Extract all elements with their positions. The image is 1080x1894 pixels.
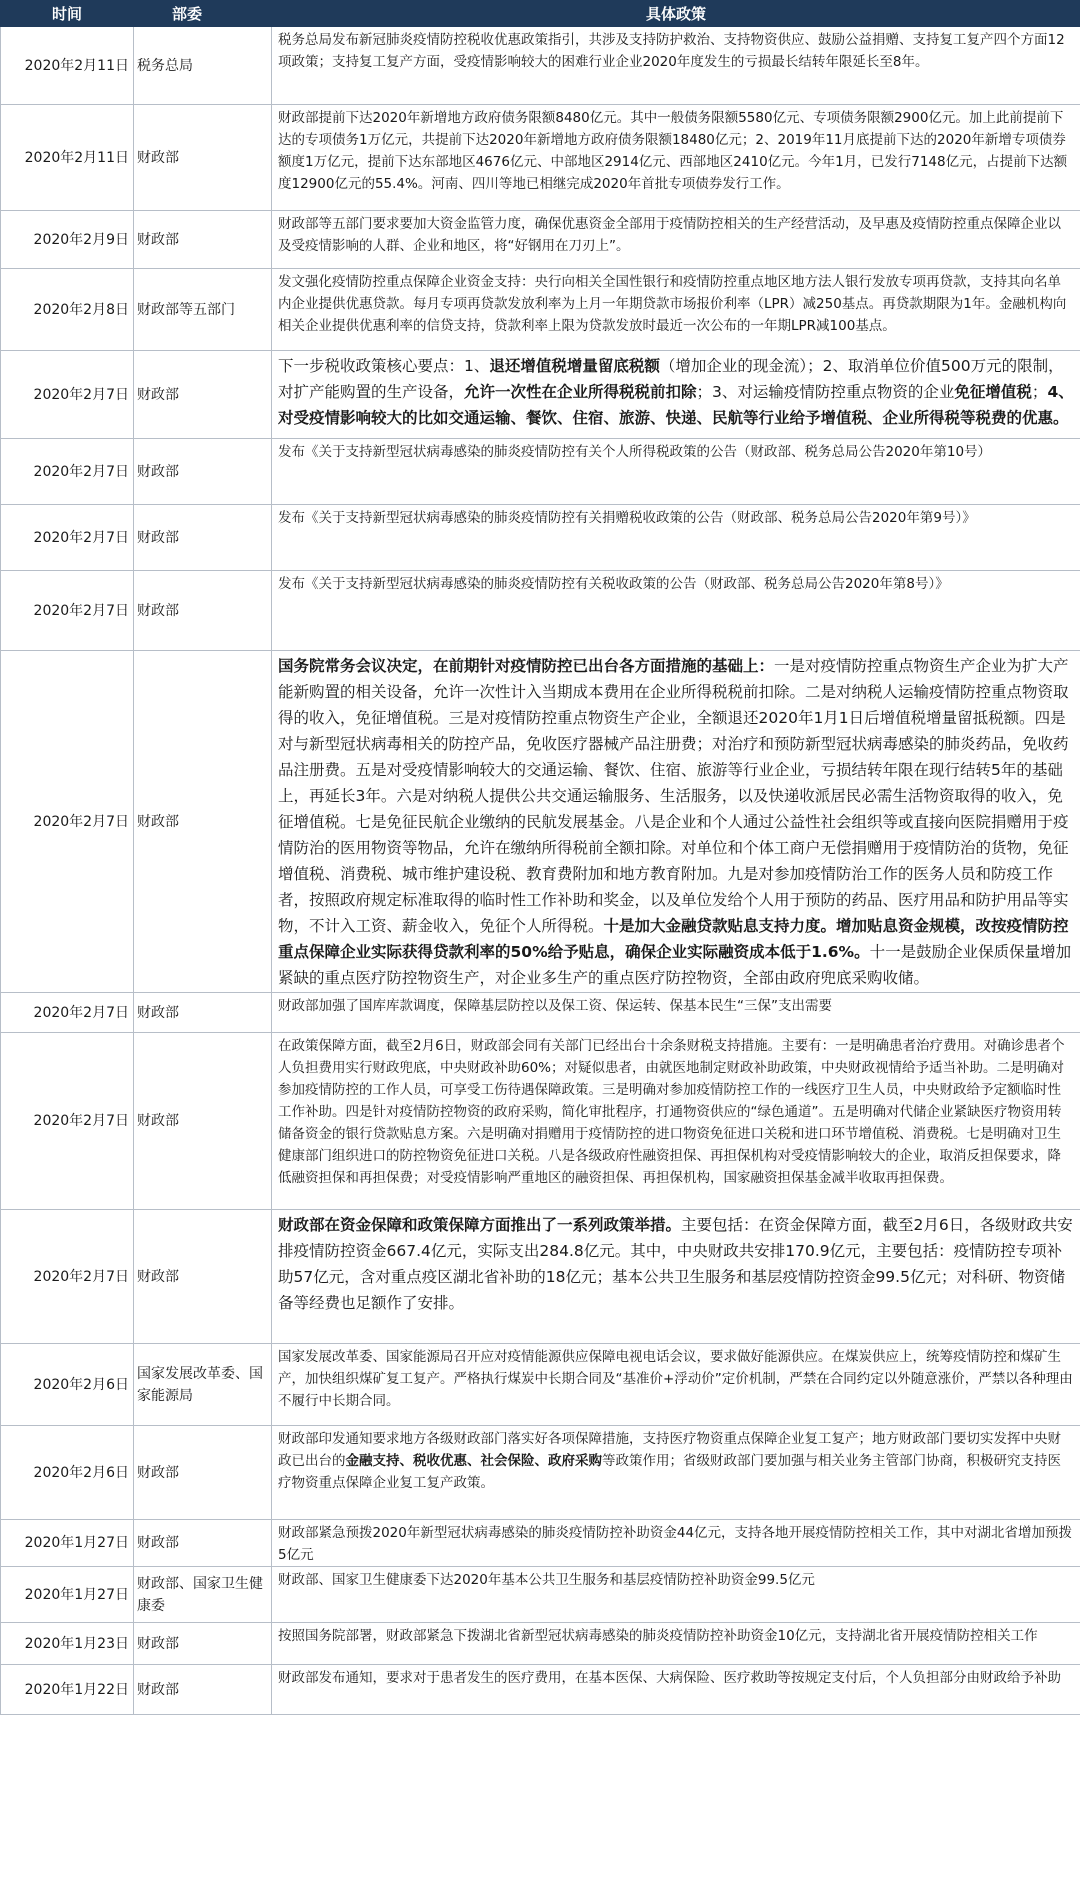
table-row <box>1 993 1080 1033</box>
policy-text: 税务总局发布新冠肺炎疫情防控税收优惠政策指引，共涉及支持防护救治、支持物资供应、鼓励公益捐赠、支持复工复产四个方面12项政策；支持复工复产方面，受疫情影响较大的困难行业企业2020年度发生的亏损最长结转年限延长至8年。 <box>278 32 1065 70</box>
policy-text: 财政部发布通知，要求对于患者发生的医疗费用，在基本医保、大病保险、医疗救助等按规定支付后，个人负担部分由财政给予补助 <box>278 1670 1061 1686</box>
table-row <box>1 651 1080 993</box>
table-row <box>1 269 1080 351</box>
header-row <box>1 1 1080 27</box>
row-dept: 国家发展改革委、国家能源局 <box>134 1344 272 1426</box>
row-policy <box>272 269 1080 351</box>
row-date: 2020年1月23日 <box>1 1623 134 1665</box>
row-date: 2020年2月7日 <box>1 571 134 651</box>
table-row <box>1 1623 1080 1665</box>
policy-text: 财政部提前下达2020年新增地方政府债务限额8480亿元。其中一般债务限额5580亿元、专项债务限额2900亿元。加上此前提前下达的专项债务1万亿元，共提前下达2020年新增地方政府债务限额18480亿元；2、2019年11月底提前下达的2020年新增专项债券额度1万亿元，提前下达东部地区4676亿元、中部地区2914亿元、西部地区2410亿元。今年1月，已发行7148亿元，占提前下达额度12900亿元的55.4%。河南、四川等地已相继完成2020年首批专项债券发行工作。 <box>278 110 1068 192</box>
row-dept: 财政部 <box>134 211 272 269</box>
row-policy <box>272 211 1080 269</box>
row-policy <box>272 1665 1080 1715</box>
row-dept: 财政部 <box>134 505 272 571</box>
table-row <box>1 105 1080 211</box>
policy-text-bold: 十是加大金融贷款贴息支持力度。增加贴息资金规模，改按疫情防控重点保障企业实际获得贷款利率的50%给予贴息，确保企业实际融资成本低于1.6%。 <box>278 917 1069 961</box>
table-row <box>1 1210 1080 1344</box>
row-date: 2020年1月27日 <box>1 1567 134 1623</box>
row-dept: 财政部 <box>134 1520 272 1567</box>
row-date: 2020年2月7日 <box>1 439 134 505</box>
row-policy <box>272 651 1080 993</box>
row-date: 2020年2月7日 <box>1 1033 134 1210</box>
row-dept: 财政部 <box>134 571 272 651</box>
row-date: 2020年2月11日 <box>1 105 134 211</box>
row-policy <box>272 351 1080 439</box>
policy-text: 发布《关于支持新型冠状病毒感染的肺炎疫情防控有关捐赠税收政策的公告（财政部、税务总局公告2020年第9号）》 <box>278 510 976 526</box>
header-date: 时间 <box>1 1 134 27</box>
policy-text: 在政策保障方面，截至2月6日，财政部会同有关部门已经出台十余条财税支持措施。主要有：一是明确患者治疗费用。对确诊患者个人负担费用实行财政兜底，中央财政补助60%；对疑似患者，由就医地制定财政补助政策，中央财政视情给予适当补助。二是明确对参加疫情防控的工作人员，可享受工伤待遇保障政策。三是明确对参加疫情防控工作的一线医疗卫生人员，中央财政给予定额临时性工作补助。四是针对疫情防控物资的政府采购，简化审批程序，打通物资供应的“绿色通道”。五是明确对代储企业紧缺医疗物资用转储备资金的银行贷款贴息方案。六是明确对捐赠用于疫情防控的进口物资免征进口关税和进口环节增值税、消费税。七是明确对卫生健康部门组织进口的防控物资免征进口关税。八是各级政府性融资担保、再担保机构对受疫情影响较大的企业，取消反担保要求，降低融资担保和再担保费；对受疫情影响严重地区的融资担保、再担保机构，国家融资担保基金减半收取再担保费。 <box>278 1038 1065 1186</box>
policy-text: 财政部加强了国库库款调度，保障基层防控以及保工资、保运转、保基本民生“三保”支出需要 <box>278 998 832 1014</box>
row-dept: 财政部 <box>134 351 272 439</box>
policy-text: 下一步税收政策核心要点：1、 <box>278 357 490 375</box>
row-date: 2020年2月7日 <box>1 993 134 1033</box>
table-row <box>1 1344 1080 1426</box>
table-row <box>1 1033 1080 1210</box>
policy-text-bold: 允许一次性在企业所得税税前扣除 <box>464 383 697 401</box>
row-policy <box>272 439 1080 505</box>
row-date: 2020年1月22日 <box>1 1665 134 1715</box>
row-dept: 财政部等五部门 <box>134 269 272 351</box>
row-policy <box>272 27 1080 105</box>
row-dept: 财政部 <box>134 1665 272 1715</box>
row-policy <box>272 105 1080 211</box>
row-dept: 财政部、国家卫生健康委 <box>134 1567 272 1623</box>
row-policy <box>272 1520 1080 1567</box>
row-date: 2020年2月7日 <box>1 651 134 993</box>
row-date: 2020年2月7日 <box>1 1210 134 1344</box>
policy-text: 发布《关于支持新型冠状病毒感染的肺炎疫情防控有关个人所得税政策的公告（财政部、税务总局公告2020年第10号） <box>278 444 992 460</box>
row-dept: 财政部 <box>134 1210 272 1344</box>
row-dept: 财政部 <box>134 1623 272 1665</box>
policy-text: 财政部、国家卫生健康委下达2020年基本公共卫生服务和基层疫情防控补助资金99.5亿元 <box>278 1572 815 1588</box>
policy-text: 一是对疫情防控重点物资生产企业为扩大产能新购置的相关设备，允许一次性计入当期成本费用在企业所得税税前扣除。二是对纳税人运输疫情防控重点物资取得的收入，免征增值税。三是对疫情防控重点物资生产企业，全额退还2020年1月1日后增值税增量留抵税额。四是对与新型冠状病毒相关的防控产品，免收医疗器械产品注册费；对治疗和预防新型冠状病毒感染的肺炎药品，免收药品注册费。五是对受疫情影响较大的交通运输、餐饮、住宿、旅游等行业企业，亏损结转年限在现行结转5年的基础上，再延长3年。六是对纳税人提供公共交通运输服务、生活服务，以及快递收派居民必需生活物资取得的收入，免征增值税。七是免征民航企业缴纳的民航发展基金。八是企业和个人通过公益性社会组织等或直接向医院捐赠用于疫情防治的医用物资等物品，允许在缴纳所得税前全额扣除。对单位和个体工商户无偿捐赠用于疫情防治的货物，免征增值税、消费税、城市维护建设税、教育费附加和地方教育附加。九是对参加疫情防治工作的医务人员和防疫工作者，按照政府规定标准取得的临时性工作补助和奖金，以及单位发给个人用于预防的药品、医疗用品和防护用品等实物，不计入工资、薪金收入，免征个人所得税。 <box>278 657 1069 935</box>
row-date: 2020年2月8日 <box>1 269 134 351</box>
policy-text: 等政策作用；省级财政部门要加强与相关业务主管部门协商，积极研究支持医疗物资重点保障企业复工复产政策。 <box>278 1453 1061 1491</box>
row-date: 2020年1月27日 <box>1 1520 134 1567</box>
table-row <box>1 1426 1080 1520</box>
row-dept: 税务总局 <box>134 27 272 105</box>
row-date: 2020年2月6日 <box>1 1426 134 1520</box>
row-policy <box>272 1033 1080 1210</box>
policy-text-bold: 免征增值税 <box>954 383 1032 401</box>
header-policy: 具体政策 <box>272 1 1080 27</box>
header-dept: 部委 <box>134 1 272 27</box>
policy-text: 财政部印发通知要求地方各级财政部门落实好各项保障措施，支持医疗物资重点保障企业复工复产；地方财政部门要切实发挥中央财政已出台的 <box>278 1431 1061 1469</box>
table-row <box>1 27 1080 105</box>
row-policy <box>272 1344 1080 1426</box>
row-date: 2020年2月6日 <box>1 1344 134 1426</box>
policy-text: 财政部等五部门要求要加大资金监管力度，确保优惠资金全部用于疫情防控相关的生产经营活动，及早惠及疫情防控重点保障企业以及受疫情影响的人群、企业和地区，将“好钢用在刀刃上”。 <box>278 216 1061 254</box>
policy-text-bold: 退还增值税增量留底税额 <box>489 357 660 375</box>
row-date: 2020年2月7日 <box>1 351 134 439</box>
row-policy <box>272 1567 1080 1623</box>
policy-text: （增加企业的现金流）；2、取消单位价值500万元的限制，对扩产能购置的生产设备， <box>278 357 1064 401</box>
policy-text: 主要包括：在资金保障方面，截至2月6日，各级财政共安排疫情防控资金667.4亿元，实际支出284.8亿元。其中，中央财政共安排170.9亿元，主要包括：疫情防控专项补助57亿元，含对重点疫区湖北省补助的18亿元；基本公共卫生服务和基层疫情防控资金99.5亿元；对科研、物资储备等经费也足额作了安排。 <box>278 1216 1073 1312</box>
row-policy <box>272 993 1080 1033</box>
row-dept: 财政部 <box>134 105 272 211</box>
table-row <box>1 505 1080 571</box>
table-row <box>1 571 1080 651</box>
row-date: 2020年2月9日 <box>1 211 134 269</box>
row-policy <box>272 1426 1080 1520</box>
policy-text: 国家发展改革委、国家能源局召开应对疫情能源供应保障电视电话会议，要求做好能源供应。在煤炭供应上，统筹疫情防控和煤矿生产，加快组织煤矿复工复产。严格执行煤炭中长期合同及“基准价+浮动价”定价机制，严禁在合同约定以外随意涨价，严禁以各种理由不履行中长期合同。 <box>278 1349 1073 1409</box>
table-row <box>1 351 1080 439</box>
row-policy <box>272 1210 1080 1344</box>
row-dept: 财政部 <box>134 1426 272 1520</box>
policy-text-bold: 国务院常务会议决定，在前期针对疫情防控已出台各方面措施的基础上： <box>278 657 775 675</box>
row-dept: 财政部 <box>134 651 272 993</box>
row-date: 2020年2月11日 <box>1 27 134 105</box>
policy-text-bold: 4、对受疫情影响较大的比如交通运输、餐饮、住宿、旅游、快递、民航等行业给予增值税、企业所得税等税费的优惠。 <box>278 383 1074 427</box>
policy-text: ；3、对运输疫情防控重点物资的企业 <box>696 383 955 401</box>
policy-text: 按照国务院部署，财政部紧急下拨湖北省新型冠状病毒感染的肺炎疫情防控补助资金10亿元，支持湖北省开展疫情防控相关工作 <box>278 1628 1038 1644</box>
table-row <box>1 439 1080 505</box>
table-row <box>1 211 1080 269</box>
policy-text: 发布《关于支持新型冠状病毒感染的肺炎疫情防控有关税收政策的公告（财政部、税务总局公告2020年第8号）》 <box>278 576 949 592</box>
policy-text: 发文强化疫情防控重点保障企业资金支持：央行向相关全国性银行和疫情防控重点地区地方法人银行发放专项再贷款，支持其向名单内企业提供优惠贷款。每月专项再贷款发放利率为上月一年期贷款市场报价利率（LPR）减250基点。再贷款期限为1年。金融机构向相关企业提供优惠利率的信贷支持，贷款利率上限为贷款发放时最近一次公布的一年期LPR减100基点。 <box>278 274 1067 334</box>
row-policy <box>272 571 1080 651</box>
row-dept: 财政部 <box>134 1033 272 1210</box>
policy-text-bold: 财政部在资金保障和政策保障方面推出了一系列政策举措。 <box>278 1216 682 1234</box>
row-dept: 财政部 <box>134 993 272 1033</box>
table-row <box>1 1567 1080 1623</box>
row-policy <box>272 1623 1080 1665</box>
table-row <box>1 1520 1080 1567</box>
row-policy <box>272 505 1080 571</box>
policy-text: 财政部紧急预拨2020年新型冠状病毒感染的肺炎疫情防控补助资金44亿元，支持各地开展疫情防控相关工作，其中对湖北省增加预拨5亿元 <box>278 1525 1073 1563</box>
policy-text: 十一是鼓励企业保质保量增加紧缺的重点医疗防控物资生产，对企业多生产的重点医疗防控物资，全部由政府兜底采购收储。 <box>278 943 1072 987</box>
table-row <box>1 1665 1080 1715</box>
row-dept: 财政部 <box>134 439 272 505</box>
policy-text-bold: 金融支持、税收优惠、社会保险、政府采购 <box>345 1453 602 1469</box>
policy-text: ； <box>1031 383 1048 401</box>
row-date: 2020年2月7日 <box>1 505 134 571</box>
